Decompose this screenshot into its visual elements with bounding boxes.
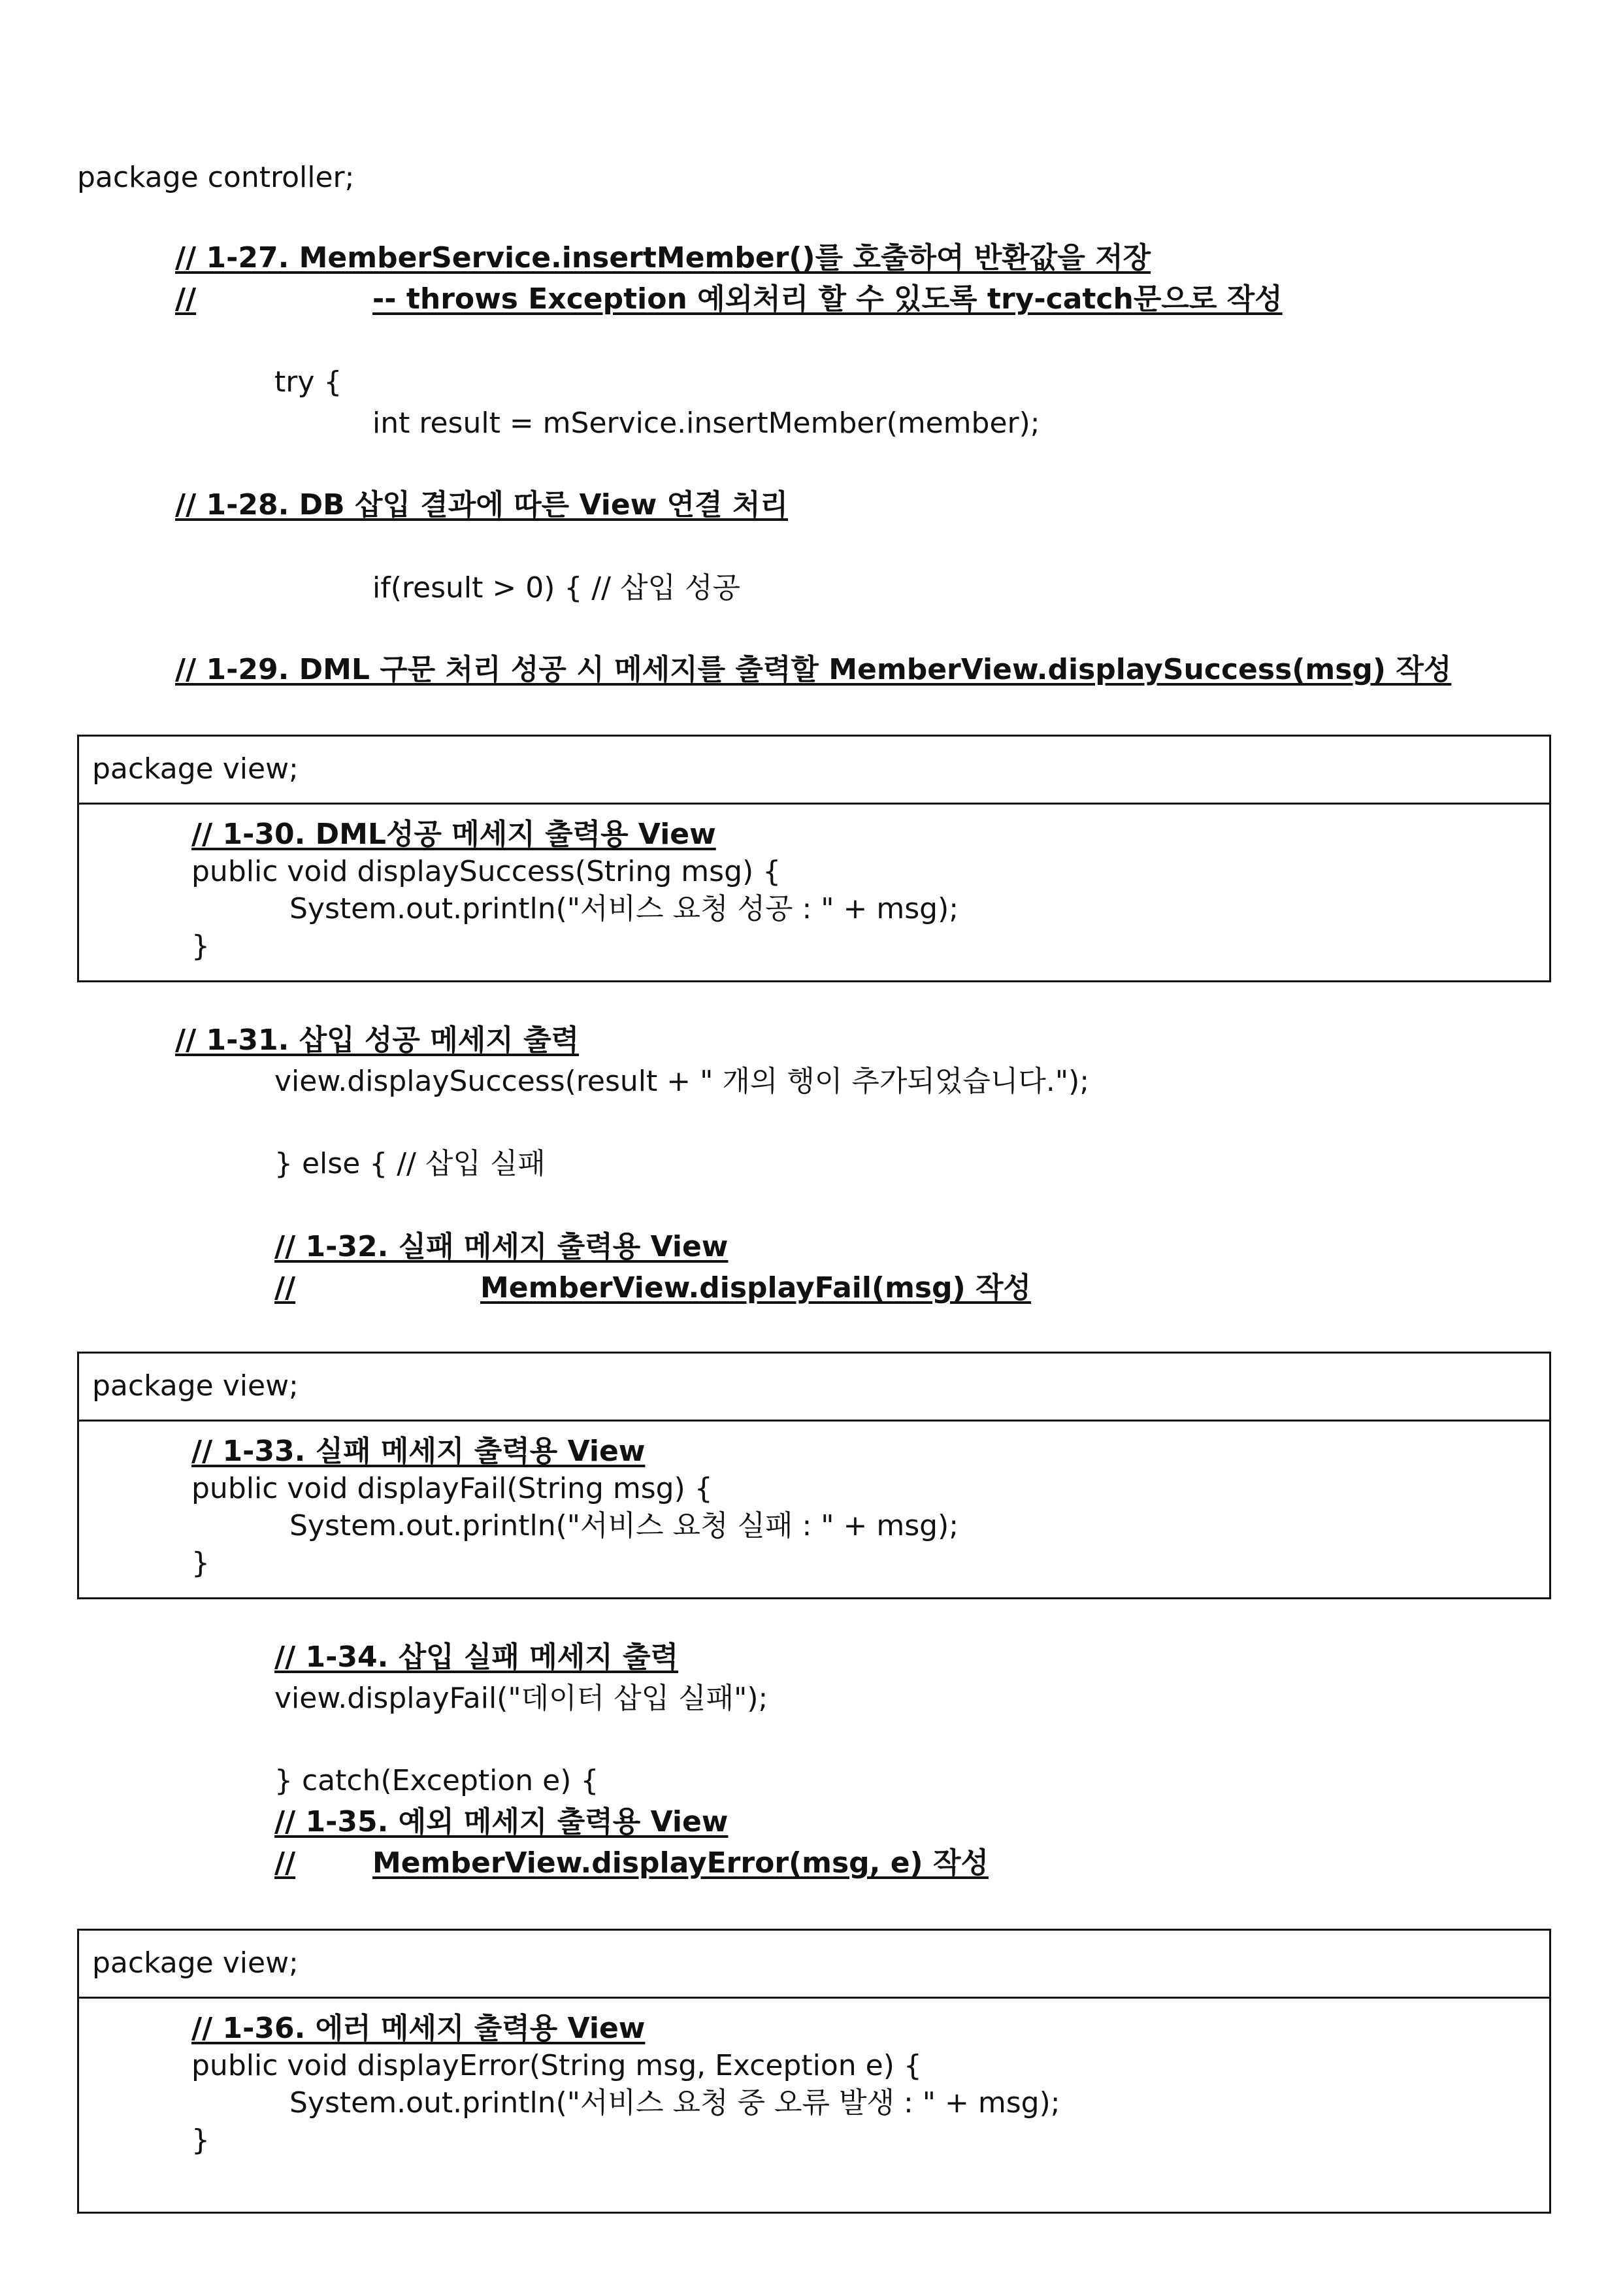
comment-1-29: // 1-29. DML 구문 처리 성공 시 메세지를 출력할 MemberView.displaySuccess(msg) 작성 — [175, 653, 1452, 686]
code-box-display-error — [77, 1929, 1551, 2214]
if-result-line: if(result > 0) { // 삽입 성공 — [372, 571, 740, 605]
comment-1-30: // 1-30. DML성공 메세지 출력용 View — [191, 818, 716, 851]
comment-1-33: // 1-33. 실패 메세지 출력용 View — [191, 1435, 646, 1468]
comment-1-27-slash: // — [175, 282, 197, 316]
comment-1-35: // 1-35. 예외 메세지 출력용 View — [274, 1805, 729, 1838]
comment-1-35-display-error: MemberView.displayError(msg, e) 작성 — [372, 1846, 989, 1880]
closing-brace: } — [191, 2123, 210, 2157]
else-line: } else { // 삽입 실패 — [274, 1147, 546, 1180]
package-view-line: package view; — [92, 752, 299, 786]
int-result-line: int result = mService.insertMember(member); — [372, 407, 1040, 440]
package-view-line: package view; — [92, 1369, 299, 1403]
comment-1-28: // 1-28. DB 삽입 결과에 따른 View 연결 처리 — [175, 488, 788, 522]
box-header — [79, 737, 1549, 805]
try-open-line: try { — [274, 365, 342, 399]
comment-1-31: // 1-31. 삽입 성공 메세지 출력 — [175, 1023, 580, 1057]
package-view-line: package view; — [92, 1946, 299, 1980]
comment-1-32-display-fail: MemberView.displayFail(msg) 작성 — [480, 1271, 1032, 1305]
code-box-display-success — [77, 735, 1551, 982]
println-line: System.out.println("서비스 요청 중 오류 발생 : " + msg); — [289, 2086, 1060, 2120]
comment-1-32-slash: // — [274, 1271, 296, 1305]
comment-1-35-slash: // — [274, 1846, 296, 1880]
comment-1-34: // 1-34. 삽입 실패 메세지 출력 — [274, 1640, 679, 1674]
method-signature-display-fail: public void displayFail(String msg) { — [191, 1472, 713, 1505]
box-header — [79, 1354, 1549, 1422]
comment-1-36: // 1-36. 에러 메세지 출력용 View — [191, 2012, 646, 2045]
method-signature-display-success: public void displaySuccess(String msg) { — [191, 855, 781, 888]
println-line: System.out.println("서비스 요청 실패 : " + msg); — [289, 1509, 959, 1542]
view-display-fail-line: view.displayFail("데이터 삽입 실패"); — [274, 1682, 768, 1715]
closing-brace: } — [191, 929, 210, 963]
comment-1-27: // 1-27. MemberService.insertMember()를 호출하여 반환값을 저장 — [175, 241, 1151, 275]
catch-line: } catch(Exception e) { — [274, 1764, 599, 1797]
method-signature-display-error: public void displayError(String msg, Exception e) { — [191, 2049, 922, 2082]
closing-brace: } — [191, 1546, 210, 1580]
box-header — [79, 1931, 1549, 1999]
package-controller-line: package controller; — [77, 161, 355, 194]
view-display-success-line: view.displaySuccess(result + " 개의 행이 추가되었습니다."); — [274, 1065, 1090, 1098]
println-line: System.out.println("서비스 요청 성공 : " + msg); — [289, 892, 959, 925]
comment-1-27-throws: -- throws Exception 예외처리 할 수 있도록 try-catch문으로 작성 — [372, 282, 1283, 316]
comment-1-32: // 1-32. 실패 메세지 출력용 View — [274, 1230, 729, 1263]
code-box-display-fail — [77, 1352, 1551, 1599]
